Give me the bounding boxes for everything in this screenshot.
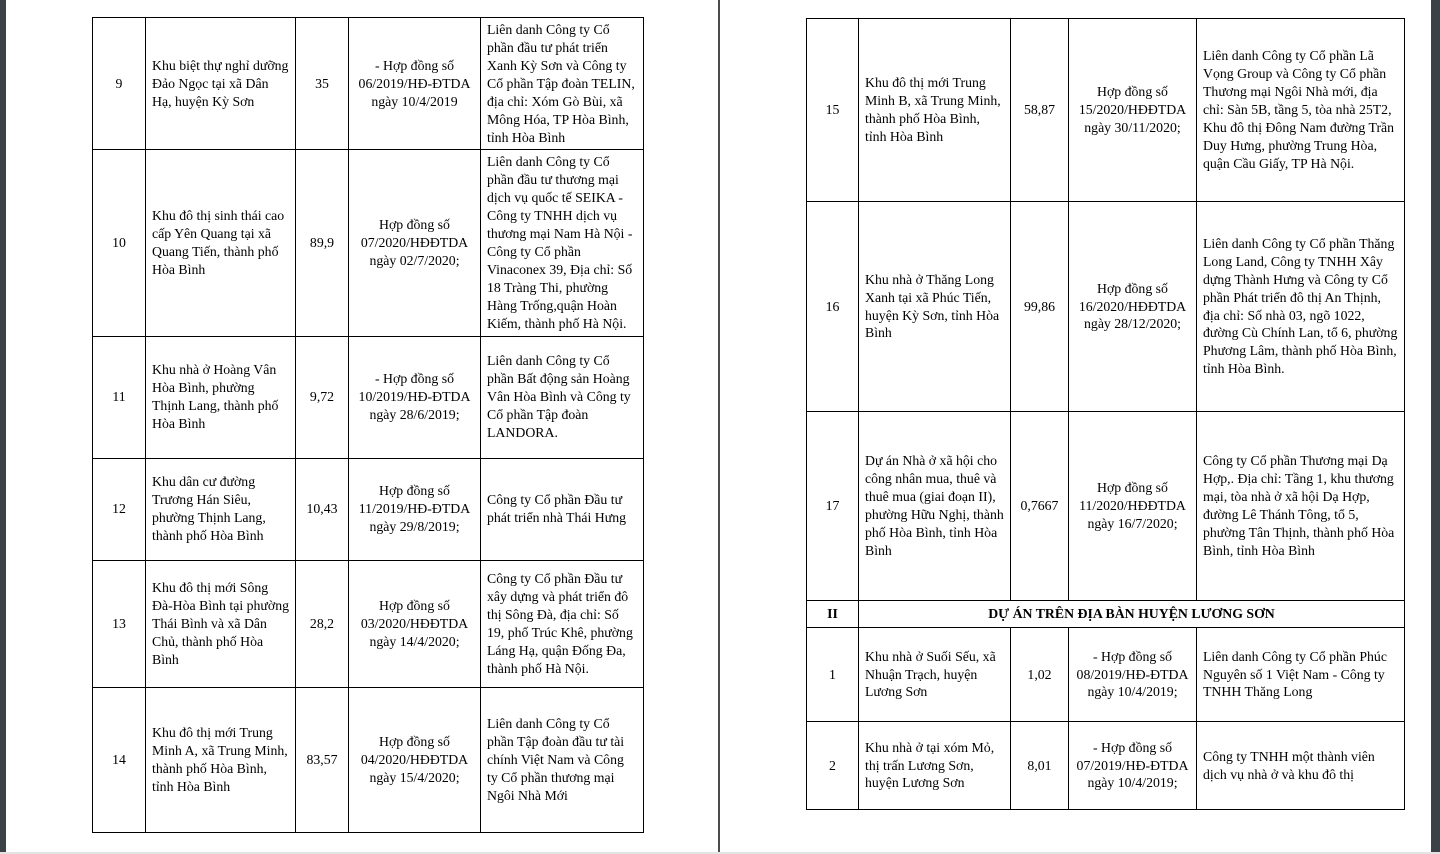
viewer-background-left-edge: [0, 0, 6, 854]
project-area: 58,87: [1011, 19, 1069, 202]
project-row: [93, 336, 644, 458]
project-row: [93, 18, 644, 150]
project-investor: Liên danh Công ty Cổ phần Lã Vọng Group và Công ty Cổ phần Thương mại Ngôi Nhà mới, địa chỉ: Sàn 5B, tầng 5, tòa nhà 25T2, Khu đô thị Đông Nam đường Trần Duy Hưng, phường Trung Hòa, quận Cầu Giấy, TP Hà Nội.: [1197, 19, 1405, 202]
project-contract: Hợp đồng số 11/2019/HĐ-ĐTDA ngày 29/8/2019;: [349, 458, 481, 560]
project-row: [807, 412, 1405, 601]
project-contract: - Hợp đồng số 08/2019/HĐ-ĐTDA ngày 10/4/2019;: [1069, 628, 1197, 722]
project-stt: 14: [93, 687, 146, 832]
project-row: [807, 628, 1405, 722]
projects-table-left: [92, 17, 644, 833]
section-number: II: [807, 601, 859, 628]
project-area: 10,43: [296, 458, 349, 560]
project-stt: 15: [807, 19, 859, 202]
project-stt: 11: [93, 336, 146, 458]
project-investor: Công ty Cổ phần Đầu tư phát triển nhà Thái Hưng: [481, 458, 644, 560]
project-name: Dự án Nhà ở xã hội cho công nhân mua, thuê và thuê mua (giai đoạn II), phường Hữu Nghị, thành phố Hòa Bình, tỉnh Hòa Bình: [859, 412, 1011, 601]
project-name: Khu đô thị mới Sông Đà-Hòa Bình tại phường Thái Bình và xã Dân Chủ, thành phố Hòa Bình: [146, 560, 296, 687]
pdf-page-right: [720, 0, 1431, 854]
project-area: 89,9: [296, 150, 349, 336]
project-contract: Hợp đồng số 11/2020/HĐĐTDA ngày 16/7/2020;: [1069, 412, 1197, 601]
project-stt: 17: [807, 412, 859, 601]
project-investor: Liên danh Công ty Cổ phần Tập đoàn đầu tư tài chính Việt Nam và Công ty Cổ phần thương mại Ngôi Nhà Mới: [481, 687, 644, 832]
project-contract: - Hợp đồng số 06/2019/HĐ-ĐTDA ngày 10/4/2019: [349, 18, 481, 150]
project-contract: - Hợp đồng số 10/2019/HĐ-ĐTDA ngày 28/6/2019;: [349, 336, 481, 458]
project-name: Khu đô thị mới Trung Minh B, xã Trung Minh, thành phố Hòa Bình, tỉnh Hòa Bình: [859, 19, 1011, 202]
project-stt: 13: [93, 560, 146, 687]
page-divider: [718, 0, 720, 854]
project-area: 8,01: [1011, 722, 1069, 810]
viewer-background-right-edge: [1431, 0, 1440, 854]
project-investor: Liên danh Công ty Cổ phần đầu tư phát triển Xanh Kỳ Sơn và Công ty Cổ phần Tập đoàn TELIN, địa chỉ: Xóm Gò Bùi, xã Mông Hóa, TP Hòa Bình, tỉnh Hòa Bình: [481, 18, 644, 150]
pdf-page-left: [6, 0, 718, 854]
project-investor: Liên danh Công ty Cổ phần Phúc Nguyên số 1 Việt Nam - Công ty TNHH Thăng Long: [1197, 628, 1405, 722]
project-stt: 1: [807, 628, 859, 722]
project-row: [93, 458, 644, 560]
project-stt: 12: [93, 458, 146, 560]
project-area: 1,02: [1011, 628, 1069, 722]
project-row: [807, 19, 1405, 202]
section-title: DỰ ÁN TRÊN ĐỊA BÀN HUYỆN LƯƠNG SƠN: [859, 601, 1405, 628]
project-contract: Hợp đồng số 16/2020/HĐĐTDA ngày 28/12/2020;: [1069, 202, 1197, 412]
project-area: 28,2: [296, 560, 349, 687]
project-contract: Hợp đồng số 04/2020/HĐĐTDA ngày 15/4/2020;: [349, 687, 481, 832]
project-area: 99,86: [1011, 202, 1069, 412]
project-investor: Công ty Cổ phần Thương mại Dạ Hợp,. Địa chỉ: Tầng 1, khu thương mại, tòa nhà ở xã hội Dạ Hợp, đường Lê Thánh Tông, tổ 5, phường Tân Thịnh, thành phố Hòa Bình, tỉnh Hòa Bình: [1197, 412, 1405, 601]
project-investor: Liên danh Công ty Cổ phần Bất động sản Hoàng Vân Hòa Bình và Công ty Cổ phần Tập đoàn LANDORA.: [481, 336, 644, 458]
project-name: Khu đô thị mới Trung Minh A, xã Trung Minh, thành phố Hòa Bình, tỉnh Hòa Bình: [146, 687, 296, 832]
project-name: Khu đô thị sinh thái cao cấp Yên Quang tại xã Quang Tiến, thành phố Hòa Bình: [146, 150, 296, 336]
project-row: [807, 202, 1405, 412]
project-stt: 9: [93, 18, 146, 150]
project-area: 83,57: [296, 687, 349, 832]
project-investor: Công ty Cổ phần Đầu tư xây dựng và phát triển đô thị Sông Đà, địa chỉ: Số 19, phố Trúc Khê, phường Láng Hạ, quận Đống Đa, thành phố Hà Nội.: [481, 560, 644, 687]
project-name: Khu nhà ở Suối Sếu, xã Nhuận Trạch, huyện Lương Sơn: [859, 628, 1011, 722]
project-row: [93, 687, 644, 832]
project-investor: Liên danh Công ty Cổ phần Thăng Long Land, Công ty TNHH Xây dựng Thành Hưng và Công ty Cổ phần Phát triển đô thị An Thịnh, địa chỉ: Số nhà 03, ngõ 1022, đường Cù Chính Lan, tổ 6, phường Phương Lâm, thành phố Hòa Bình, tỉnh Hòa Bình.: [1197, 202, 1405, 412]
projects-table-right: [806, 18, 1405, 810]
project-contract: Hợp đồng số 15/2020/HĐĐTDA ngày 30/11/2020;: [1069, 19, 1197, 202]
project-row: [93, 560, 644, 687]
project-name: Khu dân cư đường Trương Hán Siêu, phường Thịnh Lang, thành phố Hòa Bình: [146, 458, 296, 560]
project-name: Khu nhà ở tại xóm Mỏ, thị trấn Lương Sơn, huyện Lương Sơn: [859, 722, 1011, 810]
project-name: Khu nhà ở Hoàng Vân Hòa Bình, phường Thịnh Lang, thành phố Hòa Bình: [146, 336, 296, 458]
project-stt: 2: [807, 722, 859, 810]
project-row: [93, 150, 644, 336]
project-name: Khu biệt thự nghỉ dưỡng Đảo Ngọc tại xã Dân Hạ, huyện Kỳ Sơn: [146, 18, 296, 150]
project-stt: 16: [807, 202, 859, 412]
project-contract: - Hợp đồng số 07/2019/HĐ-ĐTDA ngày 10/4/2019;: [1069, 722, 1197, 810]
project-stt: 10: [93, 150, 146, 336]
project-investor: Liên danh Công ty Cổ phần đầu tư thương mại dịch vụ quốc tế SEIKA - Công ty TNHH dịch vụ thương mại Nam Hà Nội - Công ty Cổ phần Vinaconex 39, Địa chỉ: Số 18 Tràng Thi, phường Hàng Trống,quận Hoàn Kiếm, thành phố Hà Nội.: [481, 150, 644, 336]
project-area: 0,7667: [1011, 412, 1069, 601]
project-contract: Hợp đồng số 03/2020/HĐĐTDA ngày 14/4/2020;: [349, 560, 481, 687]
project-area: 35: [296, 18, 349, 150]
project-row: [807, 722, 1405, 810]
project-investor: Công ty TNHH một thành viên dịch vụ nhà ở và khu đô thị: [1197, 722, 1405, 810]
project-area: 9,72: [296, 336, 349, 458]
project-contract: Hợp đồng số 07/2020/HĐĐTDA ngày 02/7/2020;: [349, 150, 481, 336]
project-name: Khu nhà ở Thăng Long Xanh tại xã Phúc Tiến, huyện Kỳ Sơn, tỉnh Hòa Bình: [859, 202, 1011, 412]
section-header-row: [807, 601, 1405, 628]
